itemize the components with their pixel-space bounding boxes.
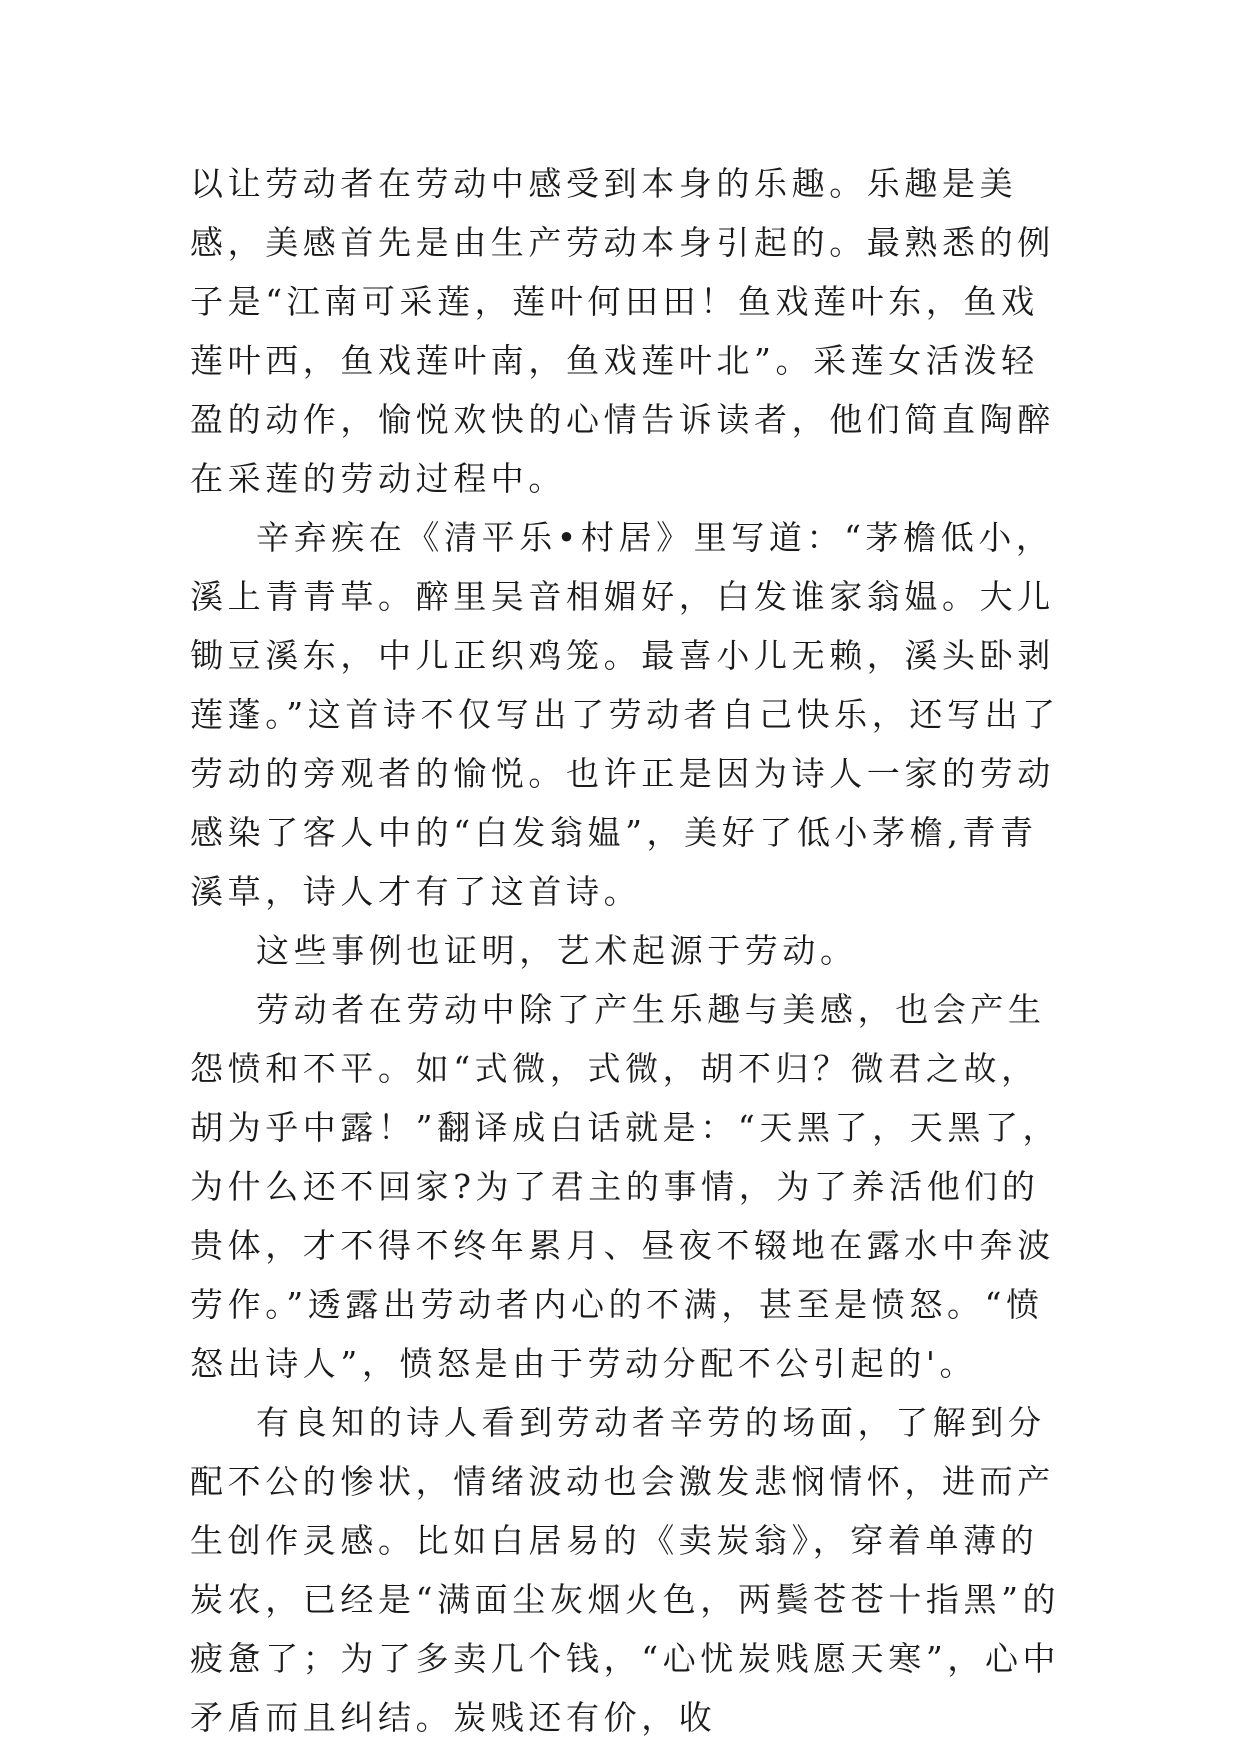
paragraph-1: 以让劳动者在劳动中感受到本身的乐趣。乐趣是美感，美感首先是由生产劳动本身引起的。最熟悉的例子是“江南可采莲，莲叶何田田！鱼戏莲叶东，鱼戏莲叶西，鱼戏莲叶南，鱼戏莲叶北”。采莲女活泼轻盈的动作，愉悦欢快的心情告诉读者，他们简直陶醉在采莲的劳动过程中。 (190, 164, 1055, 498)
document-body (190, 154, 1070, 1747)
paragraph-4: 劳动者在劳动中除了产生乐趣与美感，也会产生怨愤和不平。如“式微，式微，胡不归？微君之故，胡为乎中露！”翻译成白话就是：“天黑了，天黑了，为什么还不回家?为了君主的事情，为了养活他们的贵体，才不得不终年累月、昼夜不辍地在露水中奔波劳作。”透露出劳动者内心的不满，甚至是愤怒。“愤怒出诗人”，愤怒是由于劳动分配不公引起的'。 (190, 990, 1061, 1383)
paragraph-2: 辛弃疾在《清平乐•村居》里写道：“茅檐低小，溪上青青草。醉里吴音相媚好，白发谁家翁媪。大儿锄豆溪东，中儿正织鸡笼。最喜小儿无赖，溪头卧剥莲蓬。”这首诗不仅写出了劳动者自己快乐，还写出了劳动的旁观者的愉悦。也许正是因为诗人一家的劳动感染了客人中的“白发翁媪”，美好了低小茅檐,青青溪草，诗人才有了这首诗。 (190, 518, 1060, 911)
paragraph-5: 有良知的诗人看到劳动者辛劳的场面，了解到分配不公的惨状，情绪波动也会激发悲悯情怀，进而产生创作灵感。比如白居易的《卖炭翁》，穿着单薄的炭农，已经是“满面尘灰烟火色，两鬓苍苍十指黑”的疲惫了；为了多卖几个钱，“心忧炭贱愿天寒”，心中矛盾而且纠结。炭贱还有价，收 (190, 1403, 1061, 1737)
paragraph-3: 这些事例也证明，艺术起源于劳动。 (256, 931, 858, 970)
